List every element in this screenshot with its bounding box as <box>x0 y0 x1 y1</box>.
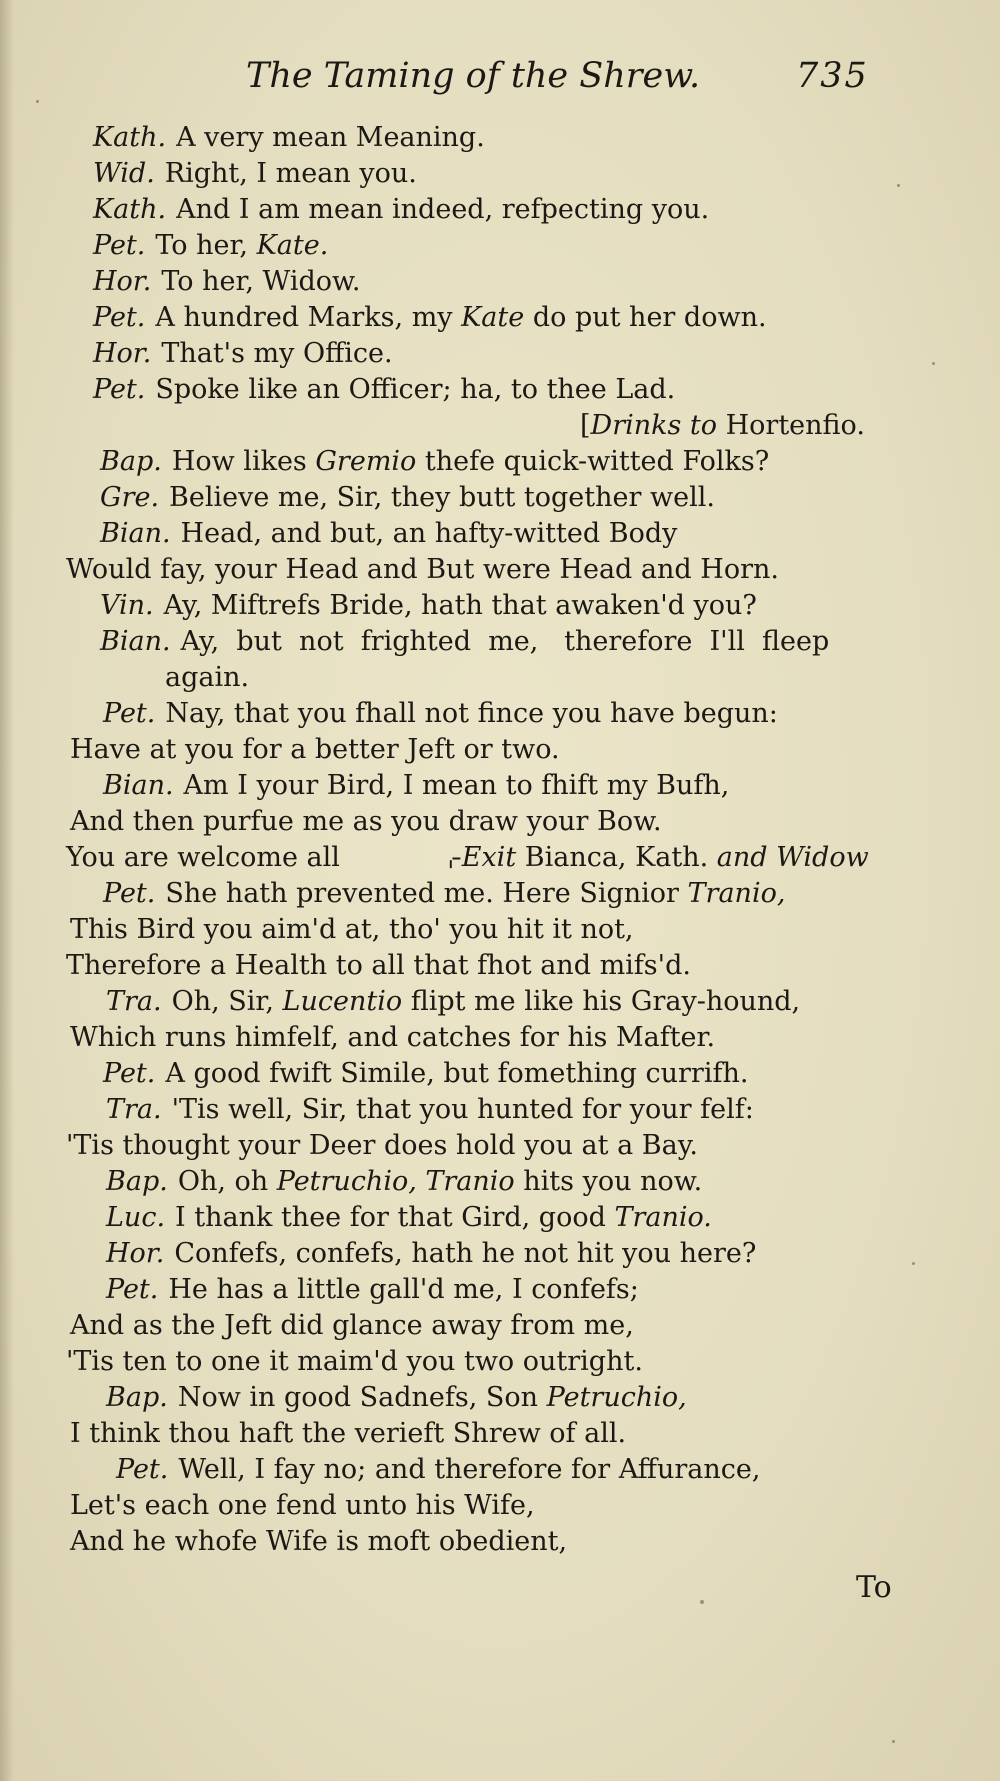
speaker-name: Pet. <box>93 230 146 261</box>
dialogue-line <box>93 228 328 264</box>
line-text: 'Tis ten to one it maim'd you two outright. <box>66 1346 643 1377</box>
line-text: Spoke like an Officer; ha, to thee Lad. <box>155 374 676 405</box>
running-title: The Taming of the Shrew. <box>246 56 701 96</box>
dialogue-line <box>93 264 361 300</box>
dialogue-line <box>106 1200 712 1236</box>
line-text: Now in good Sadnefs, Son <box>177 1382 547 1413</box>
dialogue-line <box>100 480 715 516</box>
dialogue-line <box>103 876 785 912</box>
line-text: A good fwift Simile, but fomething currifh. <box>165 1058 749 1089</box>
line-text: And as the Jeft did glance away from me, <box>70 1310 634 1341</box>
speaker-name: Pet. <box>103 1058 156 1089</box>
line-text: To her, Widow. <box>161 266 361 297</box>
line-text: Believe me, Sir, they butt together well. <box>169 482 715 513</box>
dialogue-line <box>103 696 778 732</box>
speaker-name: Hor. <box>106 1238 165 1269</box>
dialogue-line <box>165 660 249 696</box>
line-emphasis: Kate. <box>256 230 329 261</box>
line-text: Would fay, your Head and But were Head and Horn. <box>66 554 779 585</box>
speaker-name: Tra. <box>106 1094 162 1125</box>
speaker-name: Vin. <box>100 590 154 621</box>
speaker-name: Bian. <box>100 626 171 657</box>
dialogue-line <box>100 624 829 660</box>
line-text-after: Hortenfio. <box>717 410 865 441</box>
speaker-name: Wid. <box>93 158 155 189</box>
speaker-name: Kath. <box>93 122 167 153</box>
line-text: And I am mean indeed, refpecting you. <box>176 194 710 225</box>
line-text: I think thou haft the verieft Shrew of all. <box>70 1418 627 1449</box>
dialogue-line <box>106 1272 639 1308</box>
line-emphasis-2: Tranio <box>425 1166 515 1197</box>
exit-stage-direction: ⌌Exit Bianca, Kath. and Widow <box>439 842 869 873</box>
paper-speck <box>700 1600 704 1604</box>
dialogue-line <box>106 984 800 1020</box>
dialogue-line <box>70 1524 567 1560</box>
page-number: 735 <box>796 56 869 96</box>
line-text: Head, and but, an hafty-witted Body <box>180 518 678 549</box>
dialogue-line <box>70 1416 626 1452</box>
line-text: Am I your Bird, I mean to fhift my Bufh, <box>183 770 730 801</box>
dialogue-line <box>100 516 677 552</box>
speaker-name: Kath. <box>93 194 167 225</box>
line-text: This Bird you aim'd at, tho' you hit it not, <box>70 914 634 945</box>
line-text: And then purfue me as you draw your Bow. <box>70 806 662 837</box>
line-emphasis: Petruchio, <box>546 1382 687 1413</box>
line-text: You are welcome all <box>66 842 340 873</box>
line-text: Which runs himfelf, and catches for his Mafter. <box>70 1022 716 1053</box>
dialogue-line <box>70 912 634 948</box>
line-text: [ <box>580 410 591 441</box>
line-text: Oh, Sir, <box>171 986 283 1017</box>
line-text: Let's each one fend unto his Wife, <box>70 1490 535 1521</box>
line-text: He has a little gall'd me, I confefs; <box>168 1274 639 1305</box>
line-text: Well, I fay no; and therefore for Affurance, <box>178 1454 761 1485</box>
stage-exit-names: Bianca, Kath. <box>516 842 717 873</box>
line-emphasis: Tranio. <box>614 1202 712 1233</box>
dialogue-line <box>70 1308 634 1344</box>
speaker-name: Hor. <box>93 266 152 297</box>
paper-speck <box>892 1740 895 1743</box>
speaker-name: Bian. <box>100 518 171 549</box>
speaker-name: Luc. <box>106 1202 166 1233</box>
speaker-name: Pet. <box>116 1454 169 1485</box>
line-text: Ay, Miftrefs Bride, hath that awaken'd you? <box>163 590 757 621</box>
line-text: 'Tis thought your Deer does hold you at a Bay. <box>66 1130 698 1161</box>
dialogue-line <box>70 1020 715 1056</box>
speaker-name: Pet. <box>106 1274 159 1305</box>
paper-speck <box>932 362 935 365</box>
paper-speck <box>36 100 39 103</box>
stage-exit-and: and Widow <box>716 842 869 873</box>
catchword: To <box>856 1570 892 1605</box>
dialogue-line <box>66 1128 698 1164</box>
line-text: Nay, that you fhall not fince you have begun: <box>165 698 778 729</box>
dialogue-line <box>100 444 769 480</box>
line-text: Have at you for a better Jeft or two. <box>70 734 560 765</box>
dialogue-line <box>70 1488 535 1524</box>
dialogue-line <box>103 768 729 804</box>
line-text: She hath prevented me. Here Signior <box>165 878 688 909</box>
dialogue-line <box>66 1344 643 1380</box>
speaker-name: Bap. <box>106 1382 168 1413</box>
dialogue-line <box>70 804 662 840</box>
line-emphasis: Petruchio, <box>276 1166 417 1197</box>
line-text-after: do put her down. <box>524 302 767 333</box>
speaker-name: Pet. <box>103 698 156 729</box>
line-text: Therefore a Health to all that fhot and mifs'd. <box>66 950 691 981</box>
line-text: Ay, but not frighted me, therefore I'll fleep <box>180 626 830 657</box>
speaker-name: Bap. <box>106 1166 168 1197</box>
line-text-after: flipt me like his Gray-hound, <box>402 986 801 1017</box>
speaker-name: Pet. <box>93 374 146 405</box>
dialogue-line <box>106 1236 756 1272</box>
dialogue-line <box>93 372 675 408</box>
dialogue-line <box>106 1164 702 1200</box>
dialogue-line <box>100 588 757 624</box>
dialogue-line <box>93 336 393 372</box>
speaker-name: Gre. <box>100 482 160 513</box>
line-text: I thank thee for that Gird, good <box>175 1202 615 1233</box>
line-text: Oh, oh <box>177 1166 277 1197</box>
line-text: again. <box>165 662 250 693</box>
line-text-after-2: hits you now. <box>514 1166 703 1197</box>
line-text-after: thefe quick-witted Folks? <box>416 446 770 477</box>
line-emphasis: Kate <box>461 302 525 333</box>
line-text: A hundred Marks, my <box>155 302 462 333</box>
line-emphasis: Tranio, <box>687 878 786 909</box>
dialogue-line <box>66 840 869 876</box>
dialogue-line <box>93 120 485 156</box>
speaker-name: Hor. <box>93 338 152 369</box>
dialogue-line <box>66 552 779 588</box>
running-header <box>0 56 1000 116</box>
line-text: A very mean Meaning. <box>176 122 485 153</box>
speaker-name: Tra. <box>106 986 162 1017</box>
dialogue-line <box>103 1056 748 1092</box>
speaker-name: Bap. <box>100 446 162 477</box>
dialogue-line <box>116 1452 760 1488</box>
stage-exit: Exit <box>461 842 517 873</box>
dialogue-line <box>106 1092 754 1128</box>
line-text: And he whofe Wife is moft obedient, <box>70 1526 568 1557</box>
line-emphasis: Gremio <box>315 446 417 477</box>
speaker-name: Bian. <box>103 770 174 801</box>
paper-speck <box>897 184 900 187</box>
line-text: 'Tis well, Sir, that you hunted for your felf: <box>171 1094 754 1125</box>
dialogue-line <box>93 192 709 228</box>
line-emphasis: Drinks to <box>590 410 718 441</box>
line-emphasis: Lucentio <box>282 986 403 1017</box>
speaker-name: Pet. <box>93 302 146 333</box>
stage-direction <box>580 408 865 444</box>
line-text: To her, <box>155 230 257 261</box>
speaker-name: Pet. <box>103 878 156 909</box>
dialogue-line <box>93 156 417 192</box>
paper-speck <box>912 1262 915 1265</box>
dialogue-line <box>106 1380 687 1416</box>
line-text: How likes <box>171 446 316 477</box>
line-text: Right, I mean you. <box>164 158 417 189</box>
dialogue-line <box>66 948 691 984</box>
line-text: Confefs, confefs, hath he not hit you here? <box>174 1238 757 1269</box>
dialogue-line <box>93 300 767 336</box>
line-text: That's my Office. <box>161 338 393 369</box>
dialogue-line <box>70 732 560 768</box>
